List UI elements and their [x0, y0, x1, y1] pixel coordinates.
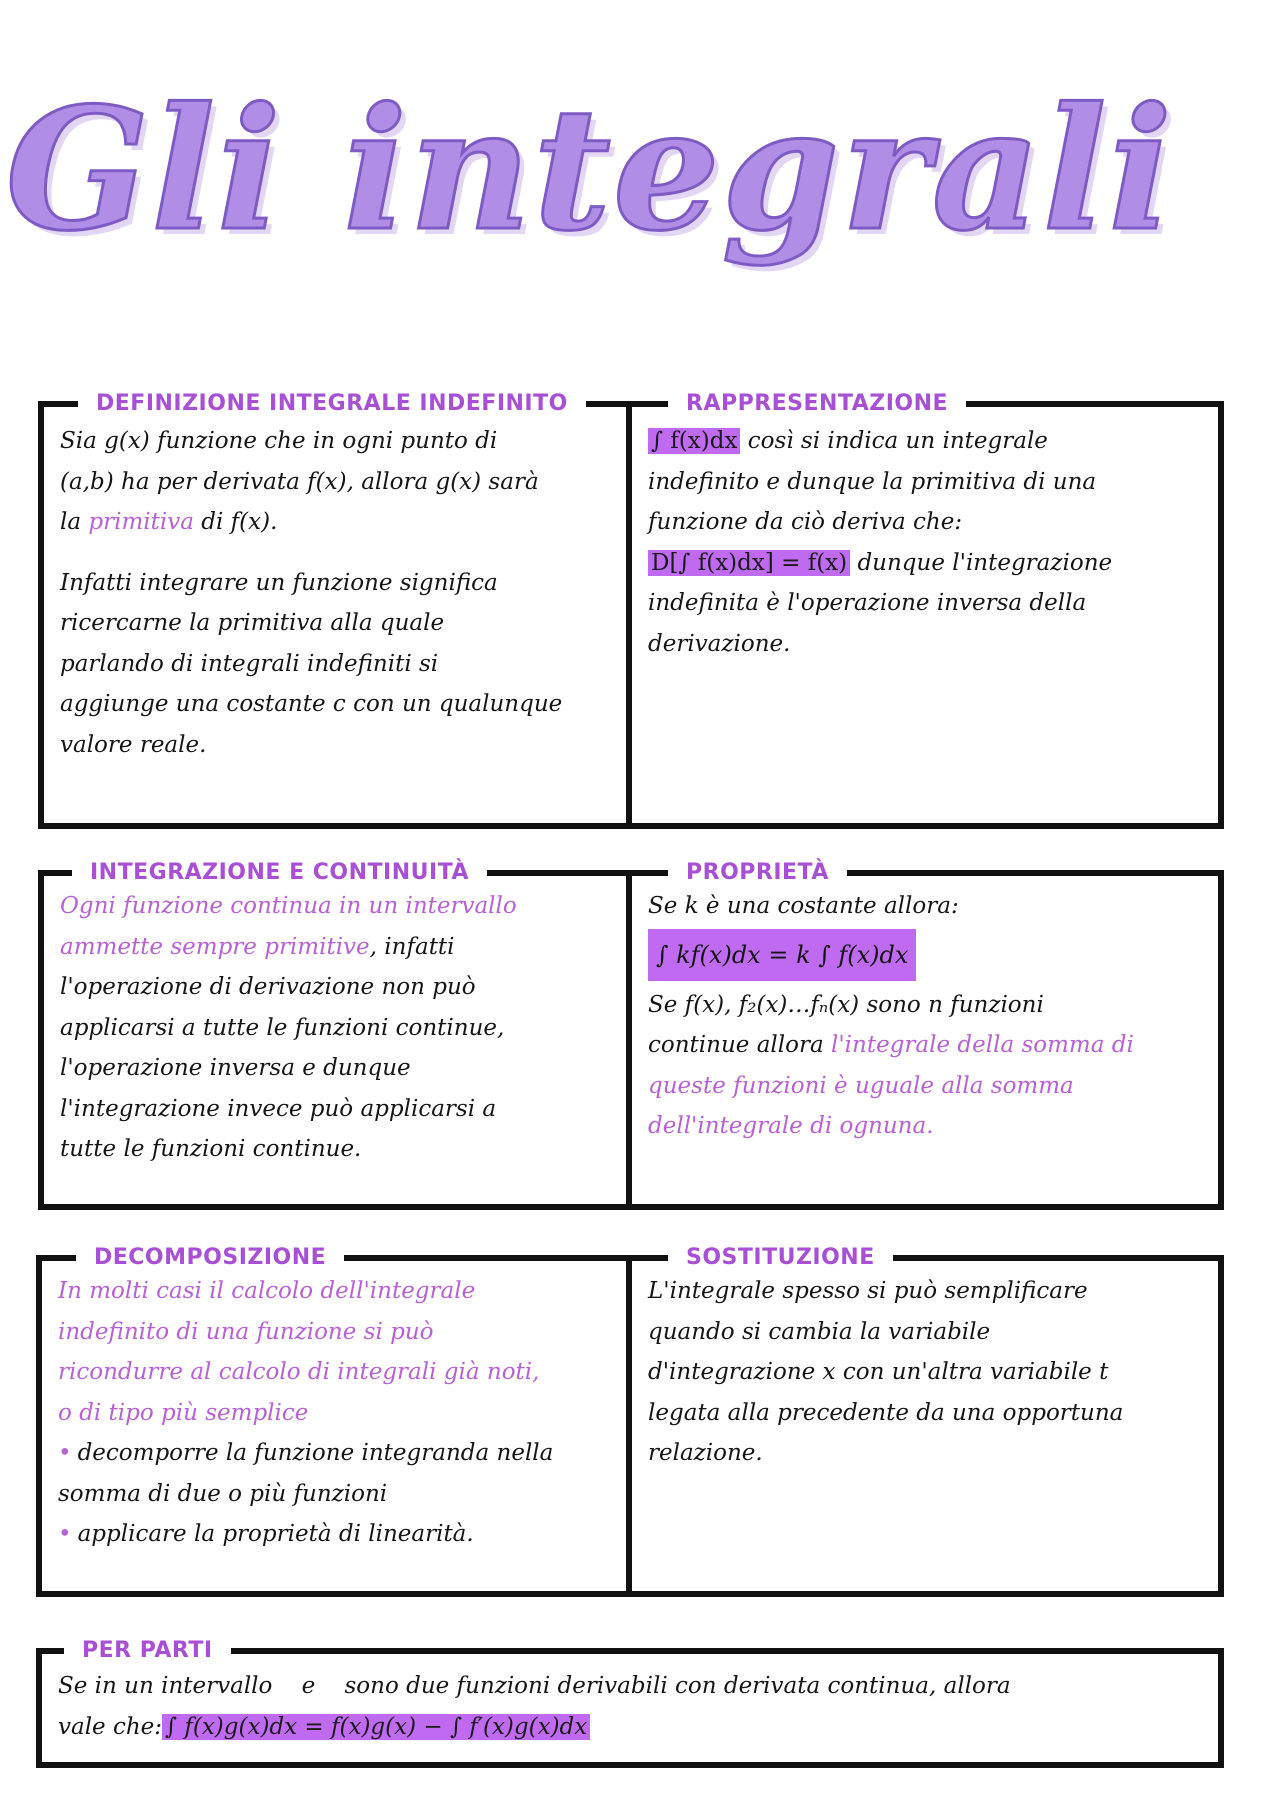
text-fragment: decomporre la funzione integranda nella: [77, 1440, 554, 1466]
text-line: legata alla precedente da una opportuna: [648, 1399, 1124, 1426]
highlight-term: l'integrale della somma di: [830, 1032, 1134, 1058]
text-fragment: la: [60, 509, 89, 535]
section-sostituzione: [626, 1245, 1224, 1597]
text-line: quando si cambia la variabile: [648, 1318, 991, 1345]
section-proprieta: [626, 860, 1224, 1210]
text-line: l'operazione inversa e dunque: [60, 1055, 411, 1081]
section-heading: PER PARTI: [64, 1636, 231, 1666]
text-line: Sia g(x) funzione che in ogni punto di: [60, 428, 498, 454]
text-line: indefinita è l'operazione inversa della: [648, 590, 1087, 616]
section-heading: DECOMPOSIZIONE: [76, 1243, 344, 1273]
highlight-term: primitiva: [88, 509, 194, 535]
page-title: Gli integrali: [5, 70, 1175, 268]
text-line: queste funzioni è uguale alla somma: [648, 1072, 1074, 1099]
section-decomposizione: [36, 1245, 632, 1597]
text-line: funzione da ciò deriva che:: [648, 509, 963, 535]
section-perparti: [36, 1638, 1224, 1768]
text-line: Ogni funzione continua in un intervallo: [60, 893, 517, 919]
text-line: ricondurre al calcolo di integrali già noti,: [58, 1359, 540, 1385]
text-line: Infatti integrare un funzione significa: [60, 569, 498, 596]
text-line: aggiunge una costante c con un qualunque: [60, 691, 563, 717]
text-line: l'operazione di derivazione non può: [60, 974, 476, 1000]
text-line: (a,b) ha per derivata f(x), allora g(x) sarà: [60, 468, 539, 495]
section-rappresentazione: [626, 391, 1224, 829]
section-heading: INTEGRAZIONE E CONTINUITÀ: [72, 858, 487, 888]
text-line: In molti casi il calcolo dell'integrale: [58, 1278, 476, 1304]
text-line: tutte le funzioni continue.: [60, 1136, 362, 1162]
section-definizione: [38, 391, 632, 829]
highlight-term: ammette sempre primitive: [60, 933, 370, 960]
text-fragment: così si indica un integrale: [740, 428, 1048, 454]
section-heading: DEFINIZIONE INTEGRALE INDEFINITO: [78, 389, 586, 419]
formula-highlight: ∫ kf(x)dx = k ∫ f(x)dx: [648, 929, 916, 981]
section-heading: PROPRIETÀ: [668, 858, 847, 888]
text-line: relazione.: [648, 1440, 763, 1466]
section-heading: RAPPRESENTAZIONE: [668, 389, 966, 419]
text-line: indefinito di una funzione si può: [58, 1318, 434, 1345]
text-line: Se k è una costante allora:: [648, 893, 959, 919]
text-fragment: dunque l'integrazione: [850, 549, 1113, 576]
text-line: indefinito e dunque la primitiva di una: [648, 468, 1097, 495]
text-line: somma di due o più funzioni: [58, 1480, 388, 1507]
text-line: L'integrale spesso si può semplificare: [648, 1278, 1088, 1304]
bullet-icon: •: [58, 1440, 72, 1466]
text-line: valore reale.: [60, 731, 207, 758]
text-fragment: applicare la proprietà di linearità.: [77, 1521, 474, 1547]
text-fragment: di f(x).: [193, 509, 278, 535]
text-fragment: vale che:: [58, 1713, 163, 1740]
bullet-icon: •: [58, 1521, 72, 1547]
text-line: Se f(x), f₂(x)…fₙ(x) sono n funzioni: [648, 991, 1044, 1018]
section-heading: SOSTITUZIONE: [668, 1243, 893, 1273]
text-line: ricercarne la primitiva alla quale: [60, 610, 445, 636]
text-line: Se in un intervallo e sono due funzioni derivabili con derivata continua, allora: [58, 1673, 1011, 1699]
text-line: dell'integrale di ognuna.: [648, 1113, 934, 1139]
text-fragment: , infatti: [369, 933, 455, 960]
text-line: d'integrazione x con un'altra variabile t: [648, 1359, 1109, 1385]
text-line: derivazione.: [648, 630, 791, 657]
section-integrazione: [38, 860, 632, 1210]
text-line: applicarsi a tutte le funzioni continue,: [60, 1014, 505, 1041]
formula-highlight: ∫ f(x)g(x)dx = f(x)g(x) − ∫ f′(x)g(x)dx: [162, 1714, 590, 1740]
text-line: l'integrazione invece può applicarsi a: [60, 1095, 497, 1122]
formula-highlight: D[∫ f(x)dx] = f(x): [648, 550, 850, 576]
formula-highlight: ∫ f(x)dx: [648, 428, 740, 454]
text-line: parlando di integrali indefiniti si: [60, 650, 439, 677]
text-line: o di tipo più semplice: [58, 1399, 309, 1426]
text-fragment: continue allora: [648, 1032, 831, 1058]
